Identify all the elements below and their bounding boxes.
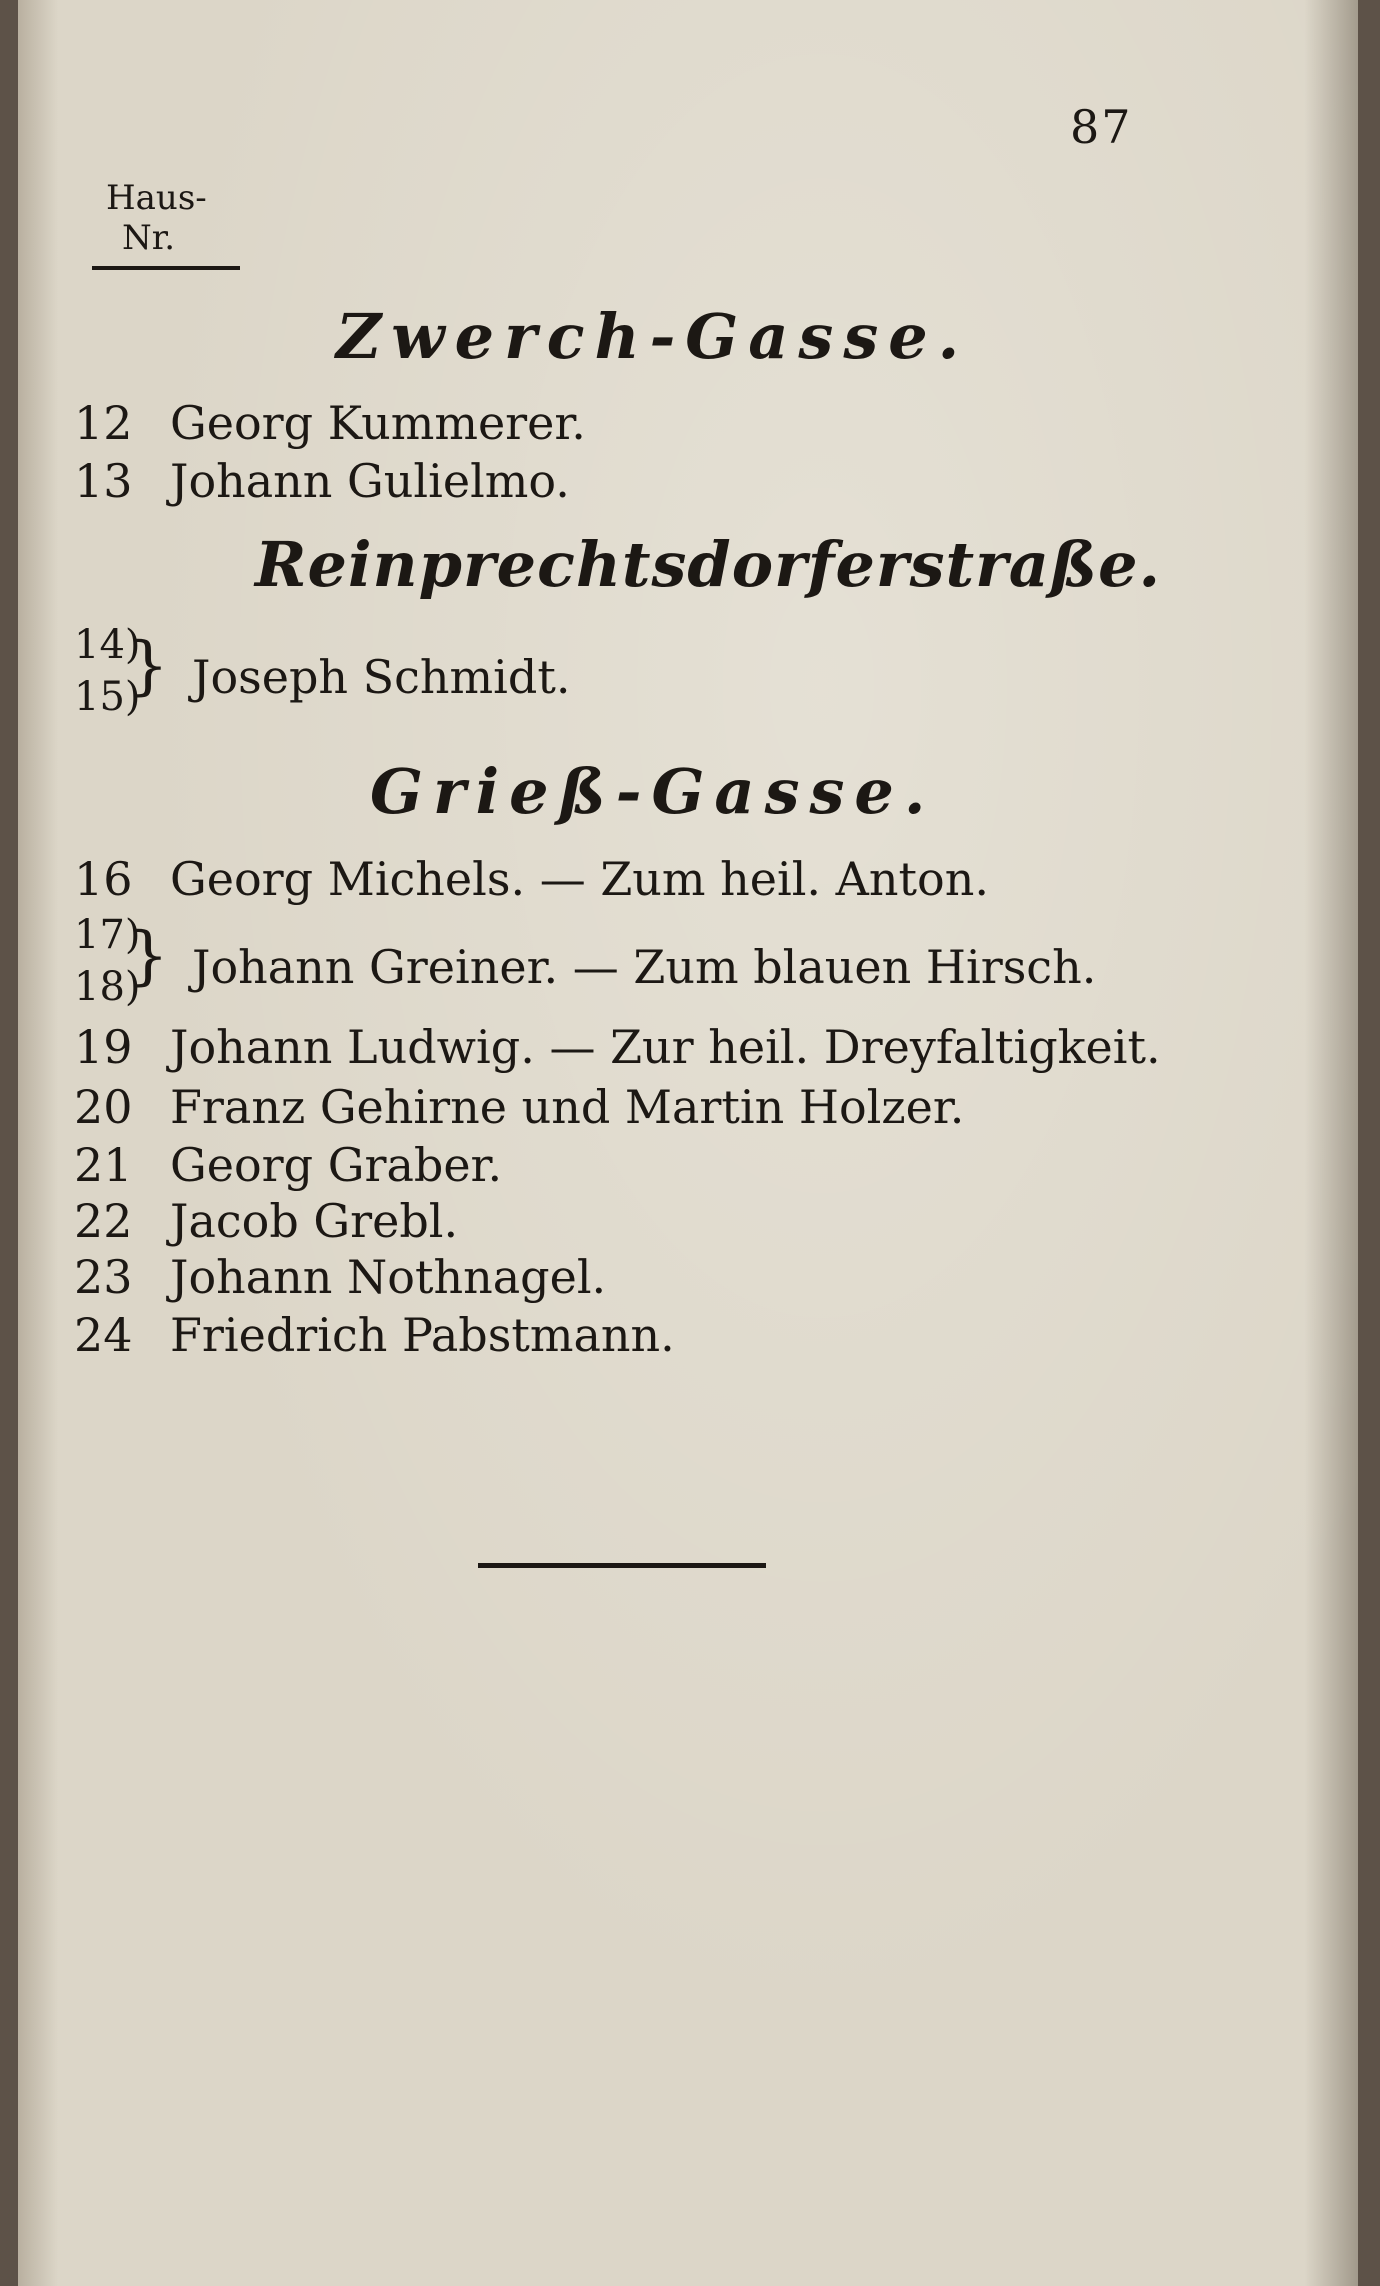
house-number: 16 (74, 852, 133, 906)
house-number: 21 (74, 1138, 133, 1192)
resident-name: Friedrich Pabstmann. (170, 1308, 675, 1362)
list-item (74, 396, 586, 450)
list-item (74, 912, 1274, 1022)
resident-name: Franz Gehirne und Martin Holzer. (170, 1080, 965, 1134)
resident-name: Jacob Grebl. (170, 1194, 459, 1248)
house-number: 24 (74, 1308, 133, 1362)
column-header (78, 178, 228, 270)
house-number: 17) (74, 912, 141, 958)
house-number: 12 (74, 396, 133, 450)
resident-name: Johann Nothnagel. (170, 1250, 607, 1304)
section-title-reinprechtsdorferstrasse: Reinprechtsdorferstraße. (255, 528, 1162, 601)
list-item (74, 1138, 502, 1192)
brace-icon: } (128, 919, 169, 993)
resident-name: Johann Gulielmo. (170, 454, 570, 508)
column-header-rule (92, 266, 240, 270)
list-item (74, 1020, 1161, 1074)
list-item (74, 1308, 675, 1362)
book-page (18, 0, 1358, 2286)
list-item (74, 852, 989, 906)
resident-name: Georg Michels. — Zum heil. Anton. (170, 852, 989, 906)
list-item (74, 454, 570, 508)
list-item (74, 1080, 964, 1134)
resident-name: Georg Kummerer. (170, 396, 586, 450)
house-number: 20 (74, 1080, 133, 1134)
house-number: 23 (74, 1250, 133, 1304)
list-item (74, 1250, 606, 1304)
brace-icon: } (128, 629, 169, 703)
house-number: 22 (74, 1194, 133, 1248)
column-header-line1: Haus- (106, 178, 207, 218)
resident-name: Johann Ludwig. — Zur heil. Dreyfaltigkeit. (170, 1020, 1161, 1074)
resident-name: Joseph Schmidt. (192, 650, 571, 704)
house-number: 13 (74, 454, 133, 508)
house-number: 19 (74, 1020, 133, 1074)
house-number: 15) (74, 674, 141, 720)
resident-name: Johann Greiner. — Zum blauen Hirsch. (192, 940, 1097, 994)
resident-name: Georg Graber. (170, 1138, 503, 1192)
house-number: 14) (74, 622, 141, 668)
section-title-griess-gasse: Grieß-Gasse. (370, 755, 936, 828)
column-header-line2: Nr. (122, 218, 176, 258)
house-number: 18) (74, 964, 141, 1010)
list-item (74, 622, 1274, 732)
end-divider (478, 1563, 766, 1568)
page-number: 87 (1070, 100, 1133, 154)
section-title-zwerch-gasse: Zwerch-Gasse. (336, 300, 970, 373)
list-item (74, 1194, 458, 1248)
